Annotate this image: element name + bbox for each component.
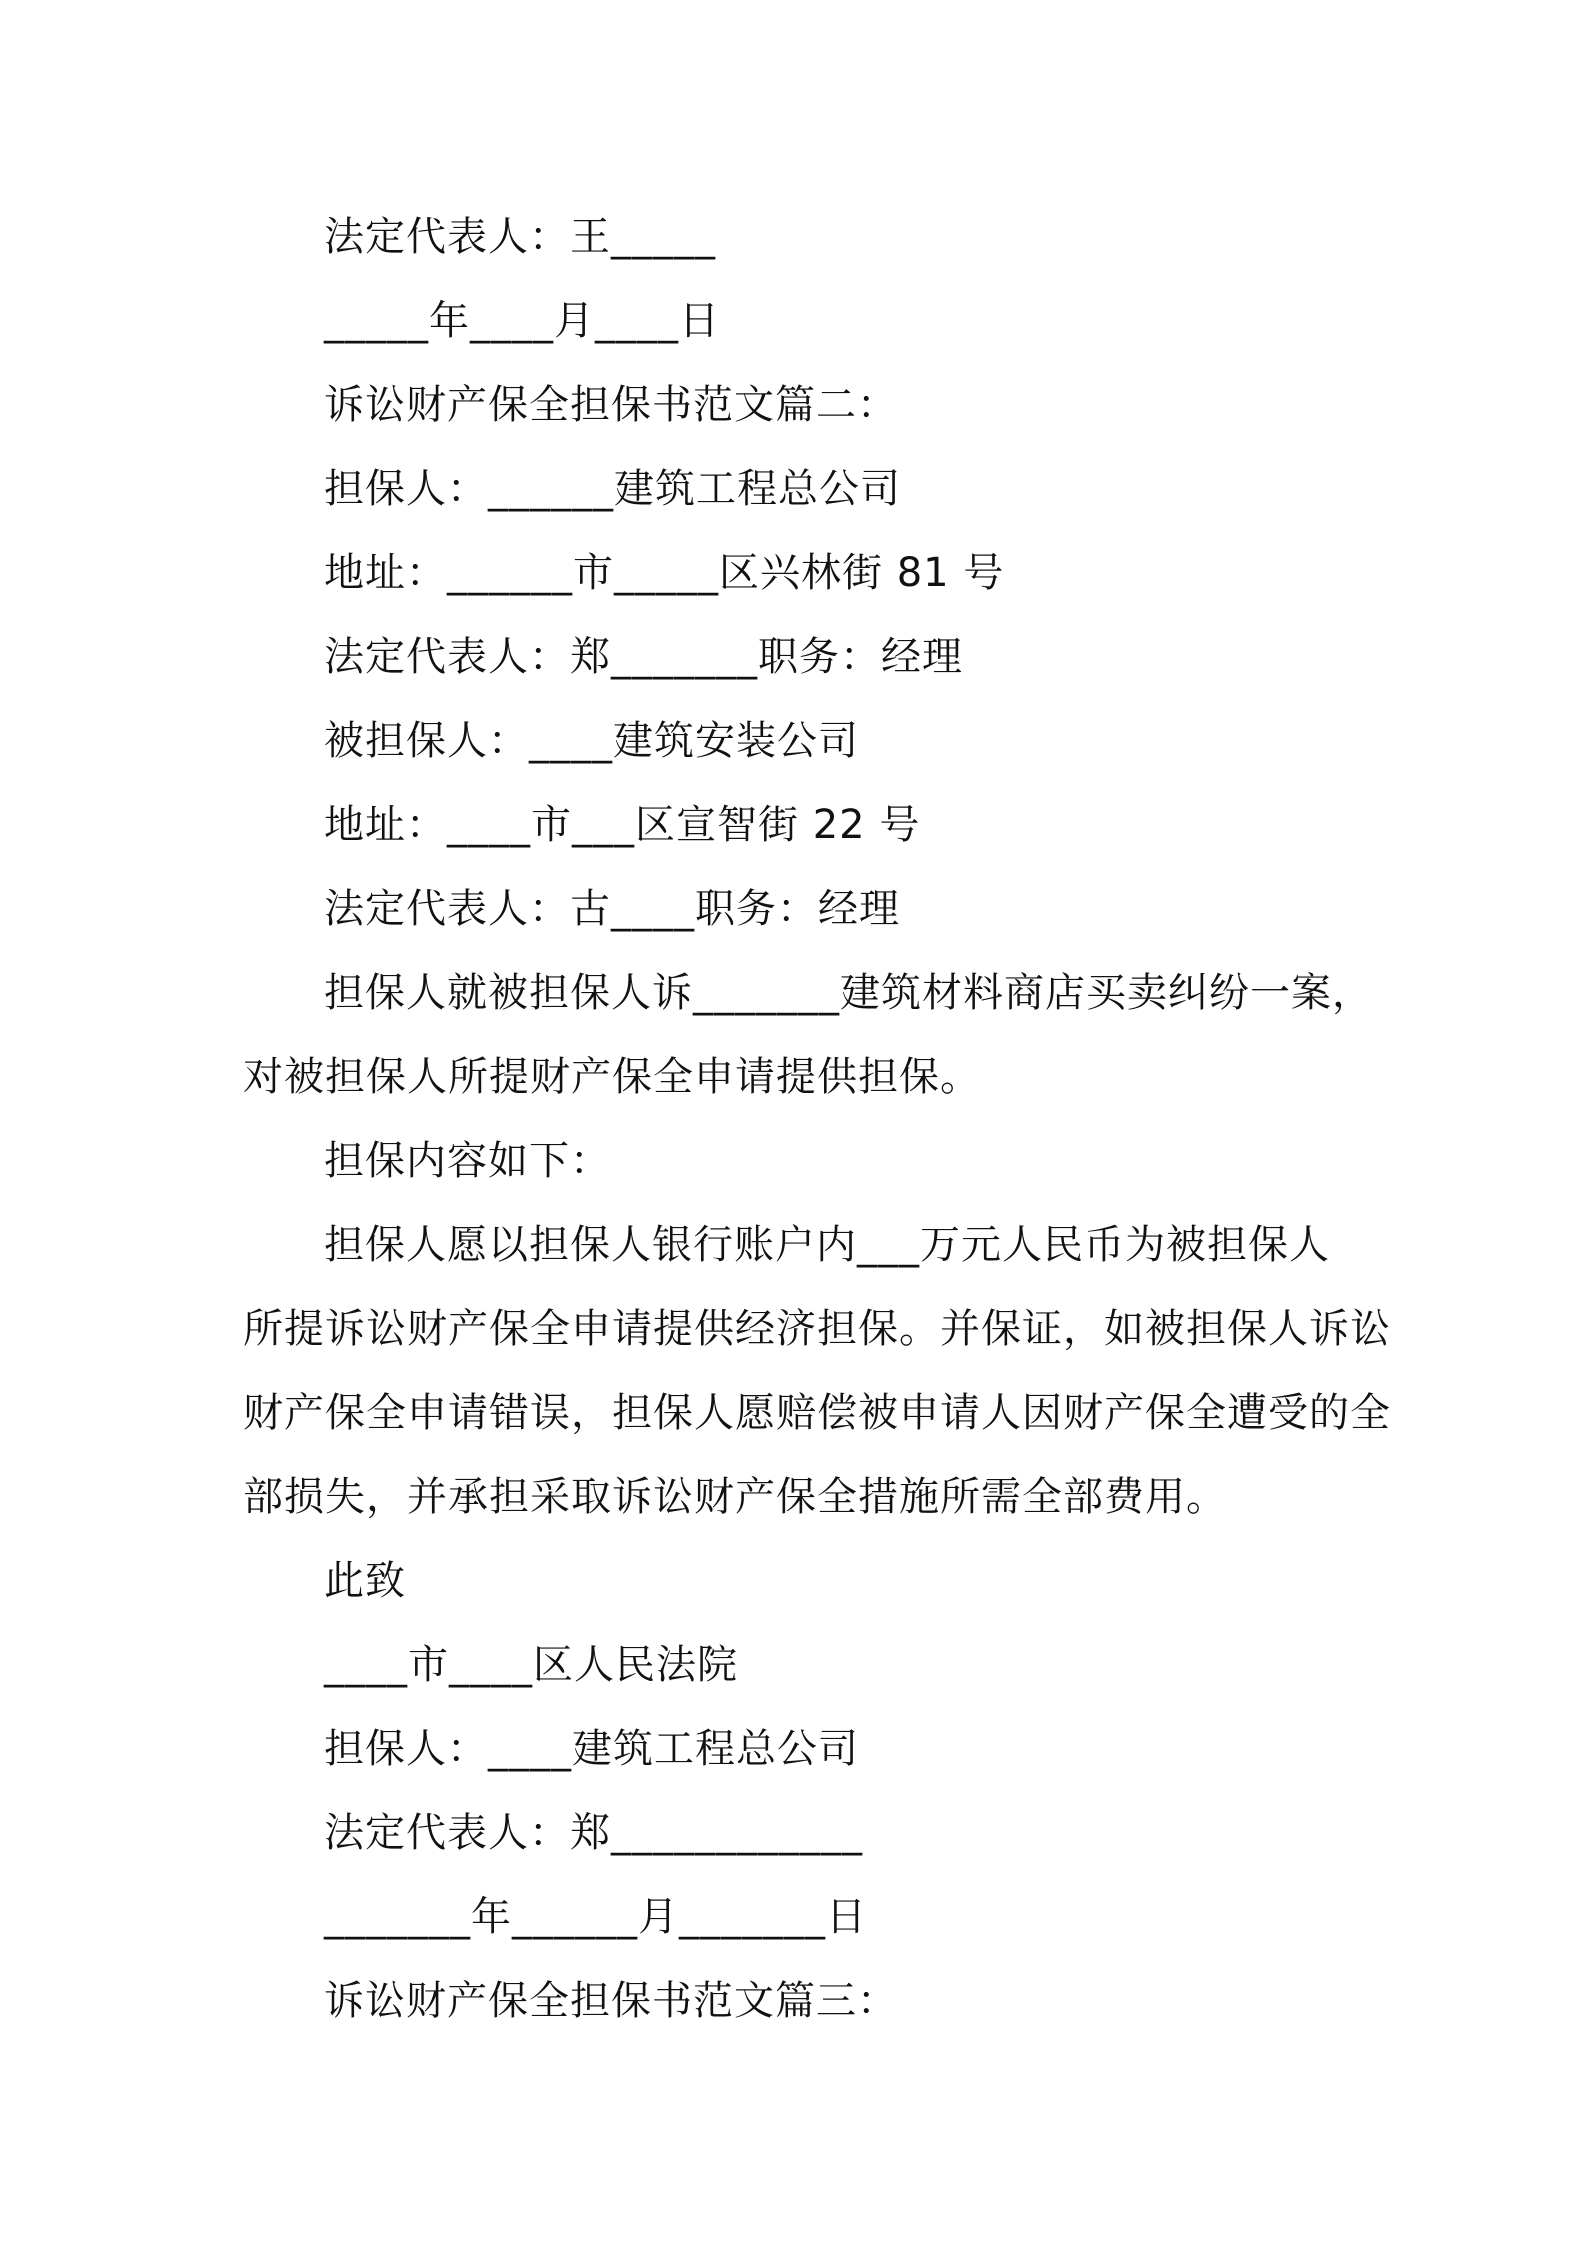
guarantor-line: 担保人：______建筑工程总公司 [324,466,901,512]
content-heading: 担保内容如下： [324,1138,611,1184]
signature-legal-rep-line: 法定代表人：郑____________ [324,1810,863,1856]
court-line: ____市____区人民法院 [324,1642,738,1688]
document-body [243,195,1391,2043]
paragraph-line: 对被担保人所提财产保全申请提供担保。 [243,1054,981,1100]
signature-guarantor-line: 担保人：____建筑工程总公司 [324,1726,859,1772]
paragraph-line: 所提诉讼财产保全申请提供经济担保。并保证，如被担保人诉讼 [243,1306,1391,1352]
guaranteed-legal-rep-line: 法定代表人：古____职务：经理 [324,886,900,932]
case-paragraph [243,951,1373,1119]
section-heading-three: 诉讼财产保全担保书范文篇三： [324,1978,898,2024]
salutation: 此致 [324,1558,406,1604]
guarantor-legal-rep-line: 法定代表人：郑_______职务：经理 [324,634,963,680]
paragraph-line: 担保人就被担保人诉_______建筑材料商店买卖纠纷一案， [324,970,1373,1016]
guaranteed-address-line: 地址：____市___区宣智街 22 号 [324,802,921,848]
date-line: _____年____月____日 [324,298,720,344]
legal-rep-line: 法定代表人：王_____ [324,214,716,260]
guarantor-address-line: 地址：______市_____区兴林街 81 号 [324,550,1005,596]
section-heading-two: 诉讼财产保全担保书范文篇二： [324,382,898,428]
paragraph-line: 财产保全申请错误，担保人愿赔偿被申请人因财产保全遭受的全 [243,1390,1391,1436]
paragraph-line: 部损失，并承担采取诉讼财产保全措施所需全部费用。 [243,1474,1227,1520]
paragraph-line: 担保人愿以担保人银行账户内___万元人民币为被担保人 [324,1222,1330,1268]
guarantee-paragraph [243,1203,1391,1539]
guaranteed-party-line: 被担保人：____建筑安装公司 [324,718,859,764]
signature-date-line: _______年______月_______日 [324,1894,867,1940]
